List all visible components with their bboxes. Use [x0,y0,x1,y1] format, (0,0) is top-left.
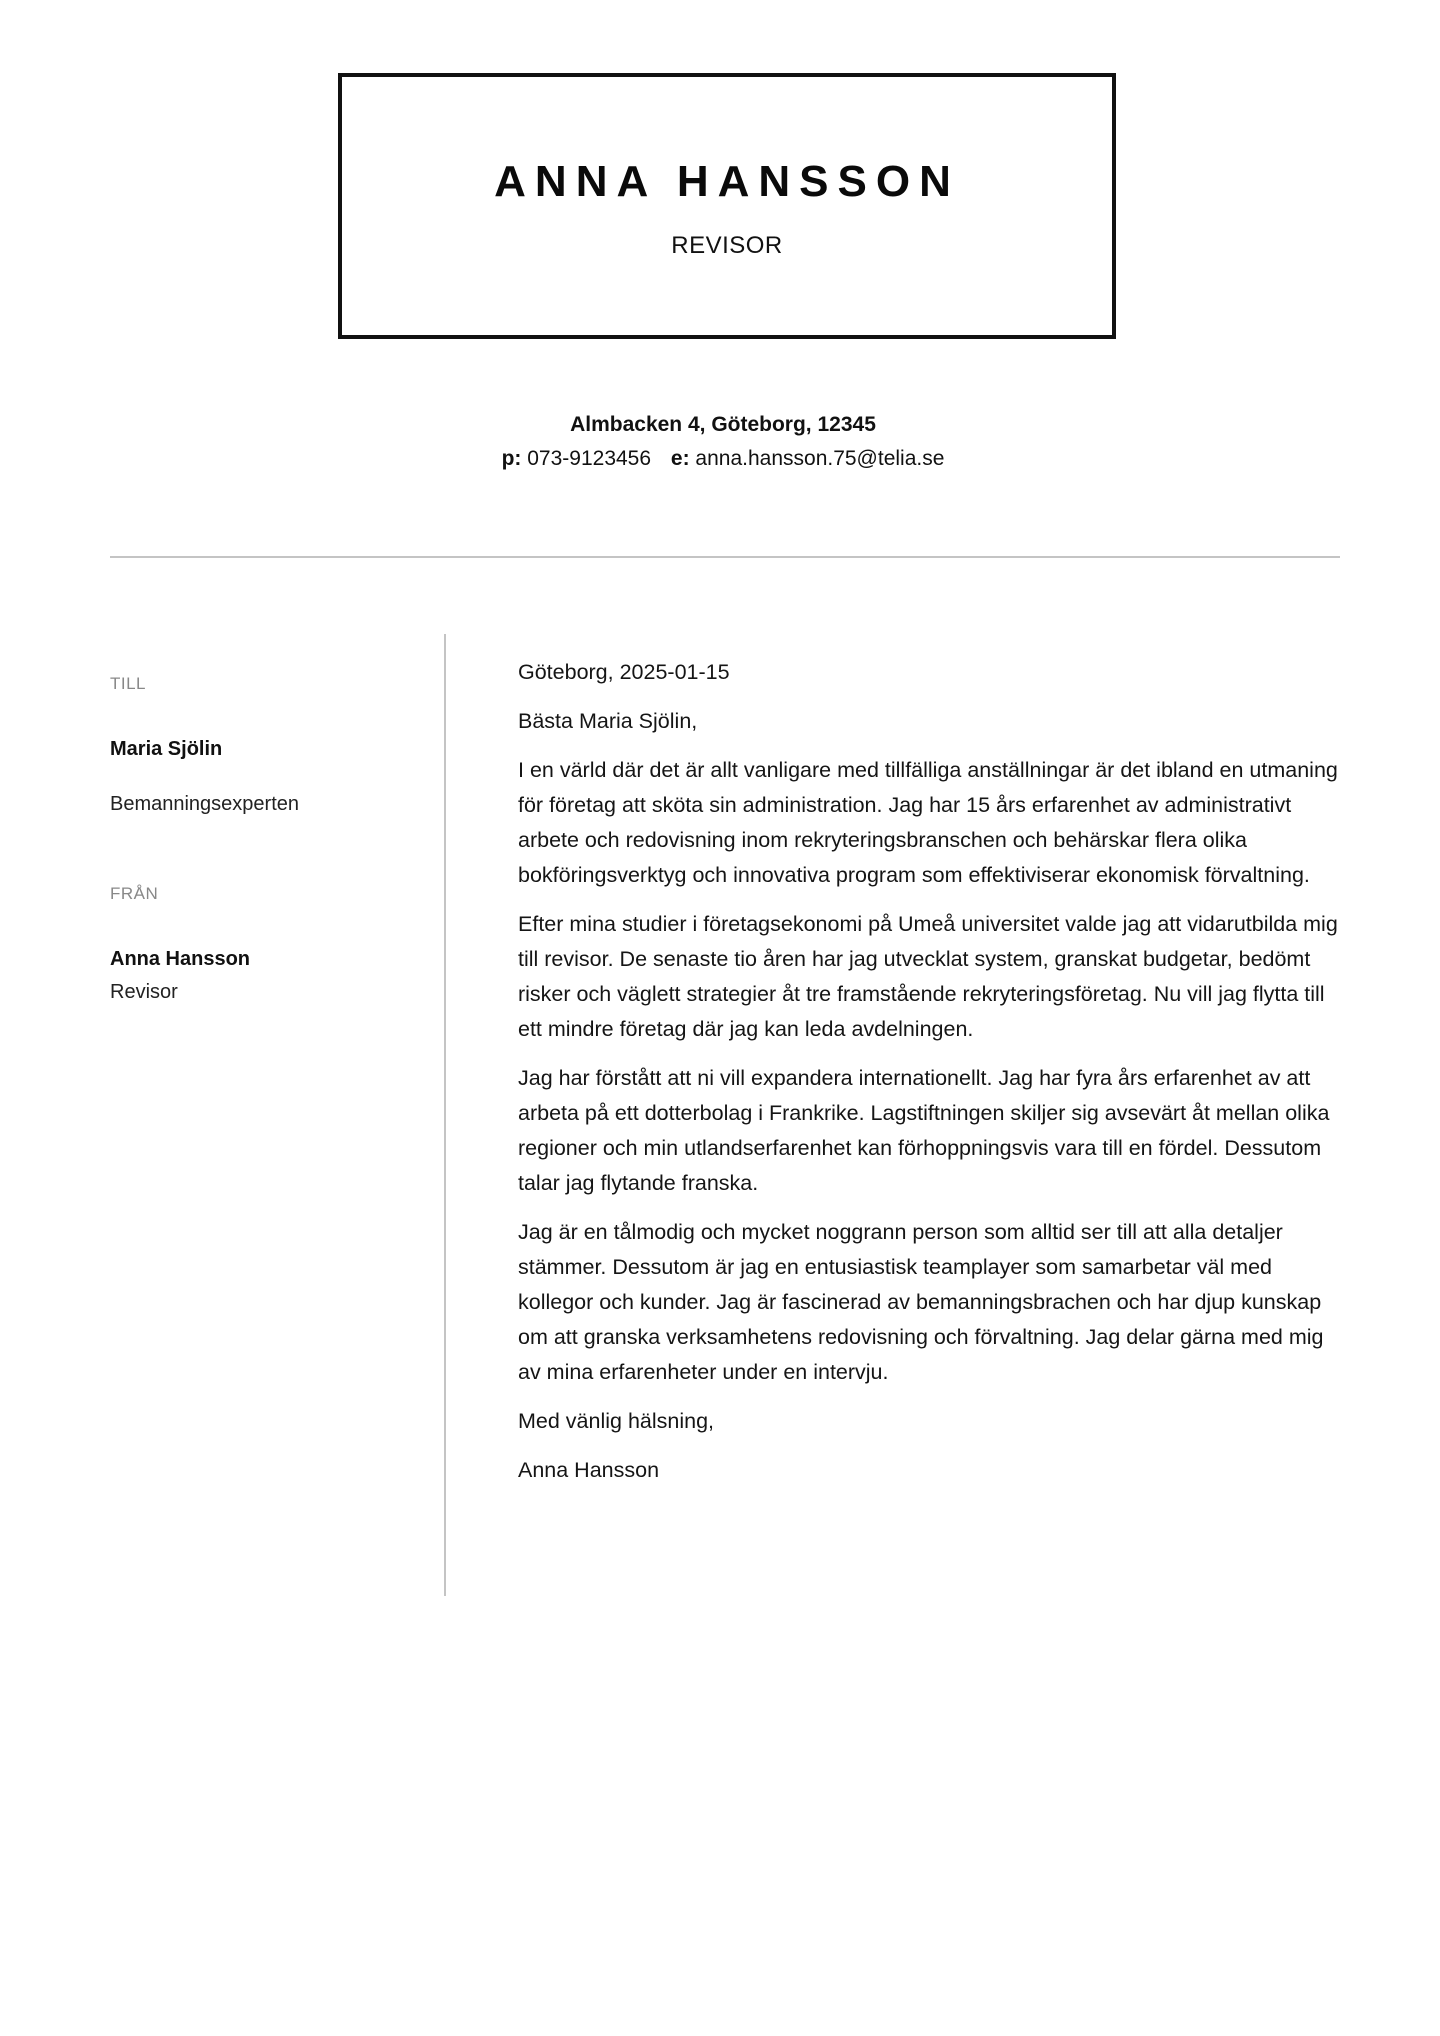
sender-title: Revisor [110,981,178,1003]
from-heading: FRÅN [110,884,159,903]
place-date: Göteborg, 2025-01-15 [518,660,730,684]
recipient-name: Maria Sjölin [110,738,223,760]
letter-body [518,655,1348,1502]
email-address: anna.hansson.75@telia.se [695,447,945,470]
contact-phone-email [0,447,1440,471]
applicant-name: ANNA HANSSON [494,157,960,206]
letter-paragraph: Jag har förstått att ni vill expandera internationellt. Jag har fyra års erfarenhet av att arbeta på ett dotterbolag i Frankrike. Lagstiftningen skiljer sig avsevärt åt mellan olika regioner och min utlandserfarenhet kan förhoppningsvis vara till en fördel. Dessutom talar jag flytande franska. [518,1066,1330,1195]
closing: Med vänlig hälsning, [518,1409,715,1433]
signature: Anna Hansson [518,1458,660,1482]
phone-label: p: [501,447,522,470]
email-label: e: [670,447,690,470]
applicant-job-title: REVISOR [671,232,783,259]
vertical-divider [444,634,446,1596]
letter-paragraph: Jag är en tålmodig och mycket noggrann person som alltid ser till att alla detaljer stämmer. Dessutom är jag en entusiastisk teamplayer som samarbetar väl med kollegor och kunder. Jag är fascinerad av bemanningsbrachen och har djup kunskap om att granska verksamhetens redovisning och förvaltning. Jag delar gärna med mig av mina erfarenheter under en intervju. [518,1220,1324,1384]
name-header-box [338,73,1116,339]
to-heading: TILL [110,674,147,693]
horizontal-divider [110,556,1340,558]
phone-number: 073-9123456 [527,447,652,470]
sender-name: Anna Hansson [110,948,251,970]
greeting: Bästa Maria Sjölin, [518,709,698,733]
letter-paragraph: I en värld där det är allt vanligare med tillfälliga anställningar är det ibland en utmaning för företag att sköta sin administration. Jag har 15 års erfarenhet av administrativt arbete och redovisning inom rekryteringsbranschen och behärskar flera olika bokföringsverktyg och innovativa program som effektiviserar ekonomisk förvaltning. [518,758,1338,887]
contact-address: Almbacken 4, Göteborg, 12345 [570,413,876,436]
recipient-company: Bemanningsexperten [110,793,300,815]
letter-paragraph: Efter mina studier i företagsekonomi på Umeå universitet valde jag att vidarutbilda mig till revisor. De senaste tio åren har jag utvecklat system, granskat budgetar, bedömt risker och väglett strategier åt tre framstående rekryteringsföretag. Nu vill jag flytta till ett mindre företag där jag kan leda avdelningen. [518,912,1338,1041]
